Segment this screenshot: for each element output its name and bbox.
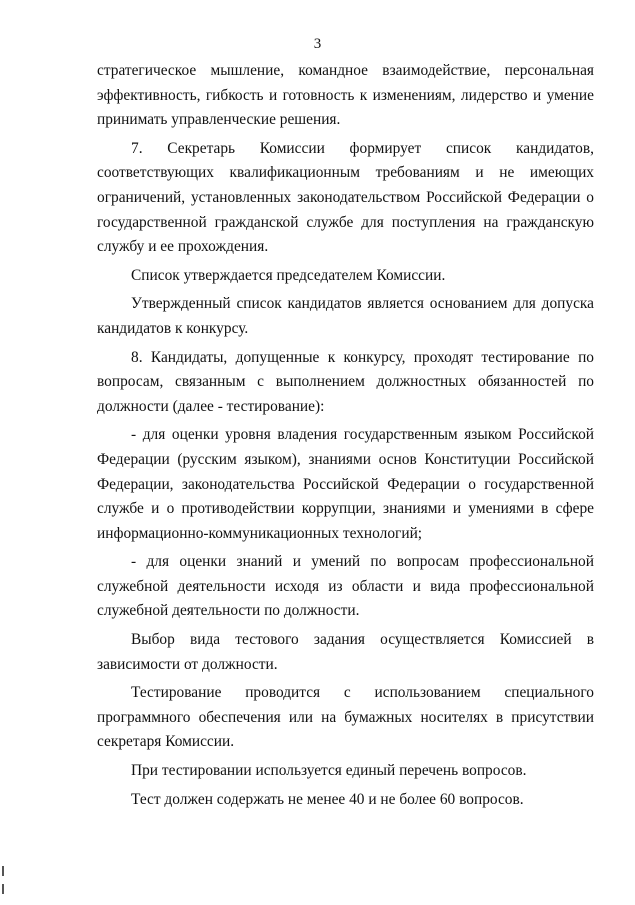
paragraph-question-list: При тестировании используется единый перечень вопросов. [131,762,527,780]
paragraph-bullet-language: - для оценки уровня владения государственным языком Российской Федерации (русским языком), знаниями основ Конституции Российской Федерации, законодательства Российской Федерации о государственной службе и о противодействии коррупции, знаниями и умениями в сфере информационно-коммуникационных технологий; [97,426,594,542]
scan-edge-mark [2,866,4,876]
paragraph-item-7: 7. Секретарь Комиссии формирует список кандидатов, соответствующих квалификационным требованиям и не имеющих ограничений, установленных законодательством Российской Федерации о государственной гражданской службе для поступления на гражданскую службу и ее прохождения. [97,139,594,256]
paragraph-item-8: 8. Кандидаты, допущенные к конкурсу, проходят тестирование по вопросам, связанным с выполнением должностных обязанностей по должности (далее - тестирование): [97,348,594,415]
paragraph-approved-list: Утвержденный список кандидатов является основанием для допуска кандидатов к конкурсу. [97,295,594,337]
paragraph-list-approval: Список утверждается председателем Комиссии. [131,266,446,284]
scan-edge-mark [2,884,4,894]
paragraph-testing-method: Тестирование проводится с использованием специального программного обеспечения или на бумажных носителях в присутствии секретаря Комиссии. [97,684,594,751]
paragraph-bullet-professional: - для оценки знаний и умений по вопросам профессиональной служебной деятельности исходя из области и вида профессиональной служебной деятельности по должности. [97,553,594,620]
paragraph-test-choice: Выбор вида тестового задания осуществляется Комиссией в зависимости от должности. [97,631,594,673]
page-number: 3 [313,36,322,52]
paragraph-question-count: Тест должен содержать не менее 40 и не более 60 вопросов. [131,790,524,808]
page-body [97,59,594,812]
paragraph-competencies: стратегическое мышление, командное взаимодействие, персональная эффективность, гибкость и готовность к изменениям, лидерство и умение принимать управленческие решения. [97,62,594,129]
